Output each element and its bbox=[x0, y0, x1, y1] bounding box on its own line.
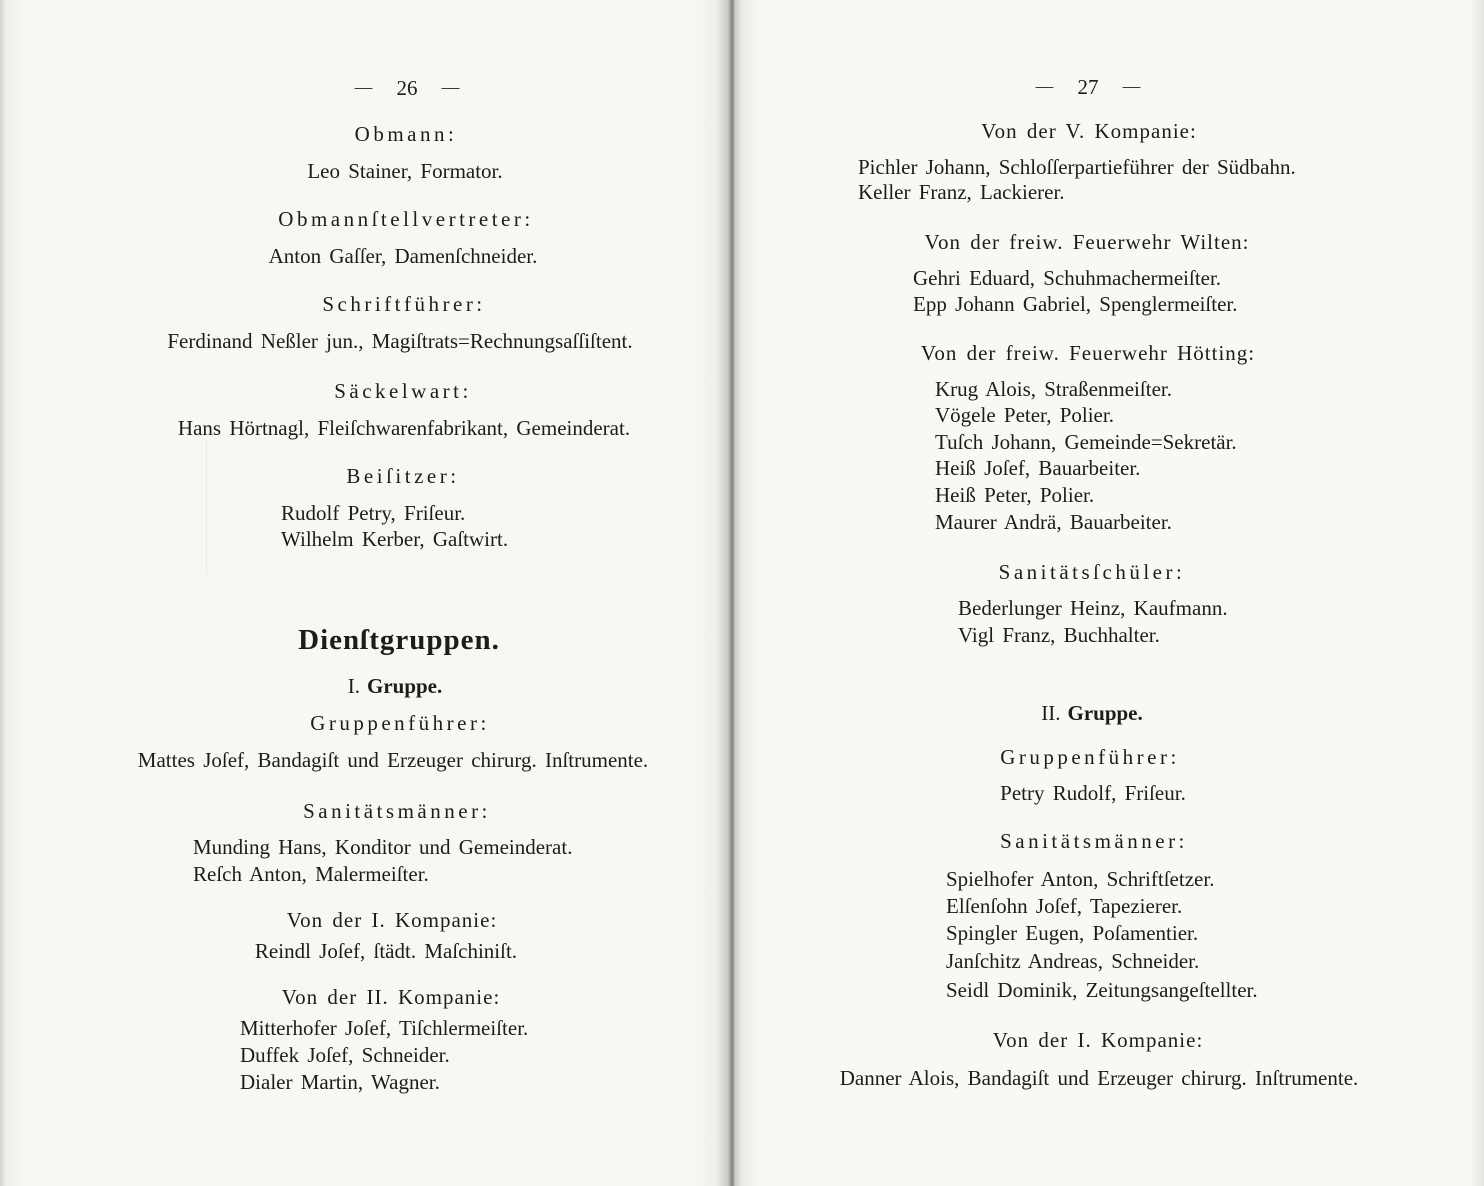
member-line: Reindl Joſef, ſtädt. Maſchiniſt. bbox=[254, 939, 518, 963]
member-line: Heiß Joſef, Bauarbeiter. bbox=[935, 456, 1141, 480]
subsection-heading: Von der freiw. Feuerwehr Wilten: bbox=[924, 230, 1250, 254]
group-heading bbox=[1041, 700, 1143, 726]
member-line: Hans Hörtnagl, Fleiſchwarenfabrikant, Gemeinderat. bbox=[177, 416, 631, 440]
member-line: Vögele Peter, Polier. bbox=[935, 403, 1114, 427]
subsection-heading: Von der V. Kompanie: bbox=[981, 119, 1197, 143]
member-line: Mitterhofer Joſef, Tiſchlermeiſter. bbox=[240, 1016, 529, 1040]
member-line: Epp Johann Gabriel, Spenglermeiſter. bbox=[913, 292, 1238, 316]
member-line: Vigl Franz, Buchhalter. bbox=[958, 623, 1160, 647]
group-label: Gruppe. bbox=[1067, 701, 1143, 725]
subsection-heading: Von der freiw. Feuerwehr Hötting: bbox=[920, 341, 1256, 365]
page-number-dash bbox=[442, 88, 460, 89]
member-line: Petry Rudolf, Friſeur. bbox=[1000, 781, 1186, 805]
bleed-through-mark bbox=[206, 440, 207, 575]
member-line: Bederlunger Heinz, Kaufmann. bbox=[958, 596, 1228, 620]
member-line: Keller Franz, Lackierer. bbox=[858, 180, 1065, 204]
member-line: Spielhofer Anton, Schriftſetzer. bbox=[946, 867, 1215, 891]
member-line: Heiß Peter, Polier. bbox=[935, 483, 1095, 507]
member-line: Maurer Andrä, Bauarbeiter. bbox=[935, 510, 1172, 534]
section-title: Dienſtgruppen. bbox=[298, 624, 500, 656]
page-number-dash bbox=[355, 88, 373, 89]
member-line: Leo Stainer, Formator. bbox=[307, 159, 503, 183]
subsection-heading: Sanitätsmänner: bbox=[303, 799, 491, 823]
member-line: Elſenſohn Joſef, Tapezierer. bbox=[946, 894, 1183, 918]
role-heading: Obmann: bbox=[354, 122, 458, 146]
member-line: Spingler Eugen, Poſamentier. bbox=[946, 921, 1199, 945]
member-line: Janſchitz Andreas, Schneider. bbox=[946, 949, 1200, 973]
page-left bbox=[0, 0, 732, 1186]
role-heading: Beiſitzer: bbox=[346, 464, 460, 488]
member-line: Dialer Martin, Wagner. bbox=[240, 1070, 440, 1094]
page-right bbox=[732, 0, 1484, 1186]
member-line: Reſch Anton, Malermeiſter. bbox=[193, 862, 429, 886]
member-line: Seidl Dominik, Zeitungsangeſtellter. bbox=[946, 978, 1258, 1002]
member-line: Rudolf Petry, Friſeur. bbox=[281, 501, 466, 525]
member-line: Tuſch Johann, Gemeinde=Sekretär. bbox=[935, 430, 1237, 454]
member-line: Munding Hans, Konditor und Gemeinderat. bbox=[193, 835, 573, 859]
member-line: Ferdinand Neßler jun., Magiſtrats=Rechnungsaſſiſtent. bbox=[167, 329, 633, 353]
subsection-heading: Sanitätsmänner: bbox=[1000, 829, 1188, 853]
subsection-heading: Von der I. Kompanie: bbox=[992, 1028, 1204, 1052]
member-line: Krug Alois, Straßenmeiſter. bbox=[935, 377, 1172, 401]
member-line: Wilhelm Kerber, Gaſtwirt. bbox=[281, 527, 509, 551]
subsection-heading: Gruppenführer: bbox=[310, 711, 490, 735]
page-number bbox=[1036, 75, 1141, 99]
subsection-heading: Sanitätsſchüler: bbox=[998, 560, 1186, 584]
member-line: Duffek Joſef, Schneider. bbox=[240, 1043, 450, 1067]
page-number bbox=[355, 76, 460, 100]
group-heading bbox=[348, 673, 443, 699]
page-number-value: 26 bbox=[396, 76, 418, 100]
subsection-heading: Gruppenführer: bbox=[1000, 745, 1180, 769]
member-line: Anton Gaſſer, Damenſchneider. bbox=[268, 244, 538, 268]
member-line: Gehri Eduard, Schuhmachermeiſter. bbox=[913, 266, 1222, 290]
member-line: Danner Alois, Bandagiſt und Erzeuger chirurg. Inſtrumente. bbox=[839, 1066, 1359, 1090]
subsection-heading: Von der II. Kompanie: bbox=[281, 985, 501, 1009]
role-heading: Schriftführer: bbox=[322, 292, 486, 316]
page-number-dash bbox=[1123, 87, 1141, 88]
role-heading: Säckelwart: bbox=[334, 379, 472, 403]
subsection-heading: Von der I. Kompanie: bbox=[286, 908, 498, 932]
page-number-dash bbox=[1036, 87, 1054, 88]
group-label: Gruppe. bbox=[366, 674, 443, 698]
group-numeral: II. bbox=[1041, 701, 1061, 725]
role-heading: Obmannſtellvertreter: bbox=[278, 207, 534, 231]
member-line: Mattes Joſef, Bandagiſt und Erzeuger chirurg. Inſtrumente. bbox=[137, 748, 649, 772]
group-numeral: I. bbox=[347, 674, 360, 698]
member-line: Pichler Johann, Schloſſerpartieführer der Südbahn. bbox=[858, 155, 1296, 179]
page-number-value: 27 bbox=[1077, 75, 1099, 99]
